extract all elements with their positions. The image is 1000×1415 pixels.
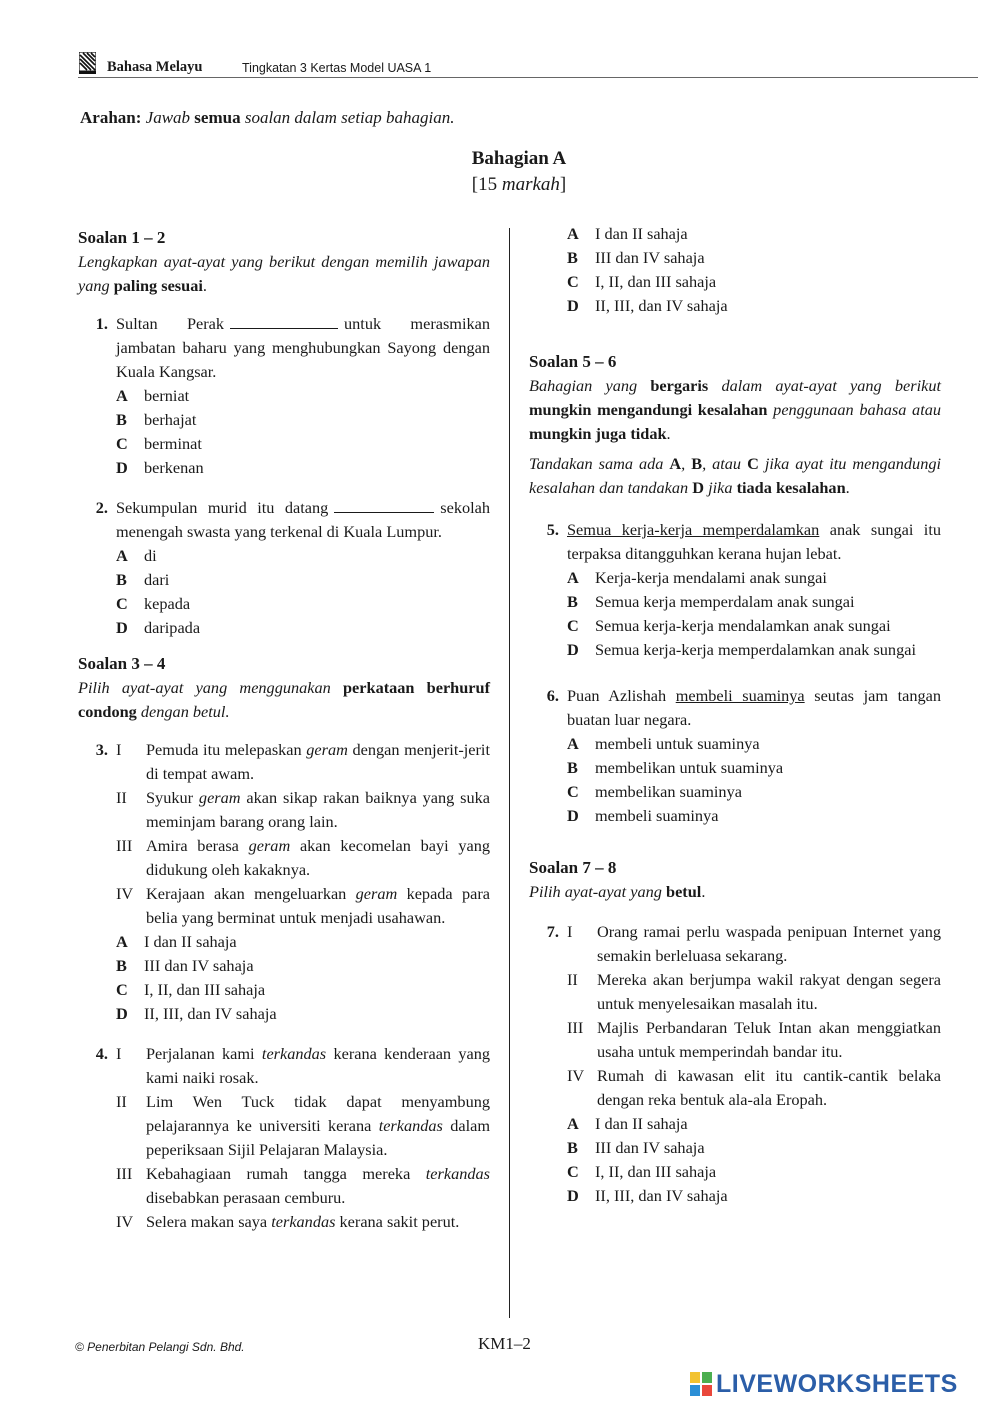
question-text: Puan Azlishah membeli suaminya seutas jam tangan buatan luar negara.: [567, 686, 941, 729]
option-d[interactable]: D Semua kerja-kerja memperdalamkan anak sungai: [567, 640, 916, 659]
option-c[interactable]: C I, II, dan III sahaja: [116, 980, 266, 999]
question-text: Semua kerja-kerja memperdalamkan anak sungai itu terpaksa ditangguhkan kerana hujan lebat.: [567, 520, 941, 563]
option-b[interactable]: B dari: [116, 570, 170, 589]
liveworksheets-logo-icon: [690, 1372, 712, 1396]
question-3: [78, 738, 490, 1026]
question-number: 1.: [95, 314, 108, 333]
statement-iv: IV Selera makan saya terkandas kerana sakit perut.: [116, 1212, 460, 1231]
section-title: Bahagian A: [471, 148, 567, 169]
option-c[interactable]: C membelikan suaminya: [567, 782, 742, 801]
header-rule: [78, 77, 978, 78]
option-c[interactable]: C berminat: [116, 434, 202, 453]
publisher-logo-icon: [79, 52, 96, 74]
question-text: Sultan Perak untuk merasmikan jambatan baharu yang menghubungkan Sayong dengan Kuala Kangsar.: [116, 314, 490, 381]
question-2: [78, 496, 490, 640]
question-4-options: [529, 222, 941, 318]
option-c[interactable]: C I, II, dan III sahaja: [567, 272, 717, 291]
underlined-part: Semua kerja-kerja memperdalamkan: [567, 520, 820, 539]
option-a[interactable]: A di: [116, 546, 157, 565]
group-instruction-2: Tandakan sama ada A, B, atau C jika ayat itu mengandungi kesalahan dan tandakan D jika tiada kesalahan.: [529, 454, 942, 497]
question-number: 5.: [546, 520, 559, 539]
question-number: 7.: [546, 922, 559, 941]
question-4: [78, 1042, 490, 1234]
question-number: 4.: [95, 1044, 108, 1063]
question-text: Sekumpulan murid itu datang sekolah menengah swasta yang terkenal di Kuala Lumpur.: [116, 498, 490, 541]
statement-ii: II Mereka akan berjumpa wakil rakyat dengan segera untuk menyelesaikan masalah itu.: [567, 970, 941, 1013]
option-a[interactable]: A I dan II sahaja: [116, 932, 237, 951]
question-number: 2.: [95, 498, 108, 517]
question-number: 6.: [546, 686, 559, 705]
statement-iv: IV Rumah di kawasan elit itu cantik-cantik belaka dengan reka bentuk ala-ala Eropah.: [567, 1066, 941, 1109]
group-heading: Soalan 1 – 2: [78, 228, 166, 247]
question-5: [529, 518, 941, 662]
group-instruction: Pilih ayat-ayat yang betul.: [529, 882, 706, 901]
right-column: [529, 222, 941, 1208]
group-heading: Soalan 5 – 6: [529, 352, 617, 371]
statement-iii: III Amira berasa geram akan kecomelan bayi yang didukung oleh kakaknya.: [116, 836, 490, 879]
option-d[interactable]: D berkenan: [116, 458, 204, 477]
question-6: [529, 684, 941, 828]
question-1: [78, 312, 490, 480]
statement-ii: II Syukur geram akan sikap rakan baiknya yang suka meminjam barang orang lain.: [116, 788, 491, 831]
statement-i: I Pemuda itu melepaskan geram dengan menjerit-jerit di tempat awam.: [116, 740, 490, 783]
page-number: KM1–2: [478, 1334, 531, 1353]
publisher-credit: © Penerbitan Pelangi Sdn. Bhd.: [75, 1340, 245, 1354]
group-heading: Soalan 3 – 4: [78, 654, 166, 673]
group-instruction: Bahagian yang bergaris dalam ayat-ayat yang berikut mungkin mengandungi kesalahan penggunaan bahasa atau mungkin juga tidak.: [529, 376, 941, 443]
option-b[interactable]: B III dan IV sahaja: [567, 1138, 705, 1157]
option-c[interactable]: C kepada: [116, 594, 191, 613]
option-d[interactable]: D membeli suaminya: [567, 806, 719, 825]
option-b[interactable]: B Semua kerja memperdalam anak sungai: [567, 592, 855, 611]
column-divider: [509, 228, 510, 1318]
section-marks: [15 markah]: [471, 174, 567, 195]
option-c[interactable]: C I, II, dan III sahaja: [567, 1162, 717, 1181]
statement-iv: IV Kerajaan akan mengeluarkan geram kepada para belia yang berminat untuk menjadi usahawan.: [116, 884, 490, 927]
group-heading: Soalan 7 – 8: [529, 858, 617, 877]
answer-blank: [230, 314, 338, 329]
statement-i: I Perjalanan kami terkandas kerana kenderaan yang kami naiki rosak.: [116, 1044, 491, 1087]
paper-meta: Tingkatan 3 Kertas Model UASA 1: [242, 61, 432, 75]
left-column: [78, 226, 490, 1234]
brand-text: LIVEWORKSHEETS: [716, 1369, 958, 1398]
subject-title: Bahasa Melayu: [107, 59, 203, 75]
option-a[interactable]: A berniat: [116, 386, 190, 405]
group-instruction: Lengkapkan ayat-ayat yang berikut dengan memilih jawapan yang paling sesuai.: [78, 252, 490, 295]
option-d[interactable]: D II, III, dan IV sahaja: [116, 1004, 277, 1023]
option-b[interactable]: B membelikan untuk suaminya: [567, 758, 784, 777]
liveworksheets-brand[interactable]: [690, 1370, 958, 1398]
option-b[interactable]: B berhajat: [116, 410, 197, 429]
question-number: 3.: [95, 740, 108, 759]
option-a[interactable]: A Kerja-kerja mendalami anak sungai: [567, 568, 827, 587]
answer-blank: [334, 498, 434, 513]
option-a[interactable]: A I dan II sahaja: [567, 1114, 688, 1133]
option-a[interactable]: A I dan II sahaja: [567, 224, 688, 243]
option-d[interactable]: D II, III, dan IV sahaja: [567, 1186, 728, 1205]
question-7: [529, 920, 941, 1208]
option-d[interactable]: D daripada: [116, 618, 201, 637]
option-b[interactable]: B III dan IV sahaja: [116, 956, 254, 975]
statement-ii: II Lim Wen Tuck tidak dapat menyambung pelajarannya ke universiti kerana terkandas dalam peperiksaan Sijil Pelajaran Malaysia.: [116, 1092, 491, 1159]
option-a[interactable]: A membeli untuk suaminya: [567, 734, 760, 753]
option-b[interactable]: B III dan IV sahaja: [567, 248, 705, 267]
statement-i: I Orang ramai perlu waspada penipuan Internet yang semakin berleluasa sekarang.: [567, 922, 941, 965]
statement-iii: III Kebahagiaan rumah tangga mereka terkandas disebabkan perasaan cemburu.: [116, 1164, 490, 1207]
instructions: Arahan: Jawab semua soalan dalam setiap bahagian.: [80, 108, 455, 127]
option-d[interactable]: D II, III, dan IV sahaja: [567, 296, 728, 315]
statement-iii: III Majlis Perbandaran Teluk Intan akan menggiatkan usaha untuk memperindah bandar itu.: [567, 1018, 941, 1061]
group-instruction: Pilih ayat-ayat yang menggunakan perkataan berhuruf condong dengan betul.: [78, 678, 490, 721]
option-c[interactable]: C Semua kerja-kerja mendalamkan anak sungai: [567, 616, 891, 635]
underlined-part: membeli suaminya: [675, 686, 805, 705]
